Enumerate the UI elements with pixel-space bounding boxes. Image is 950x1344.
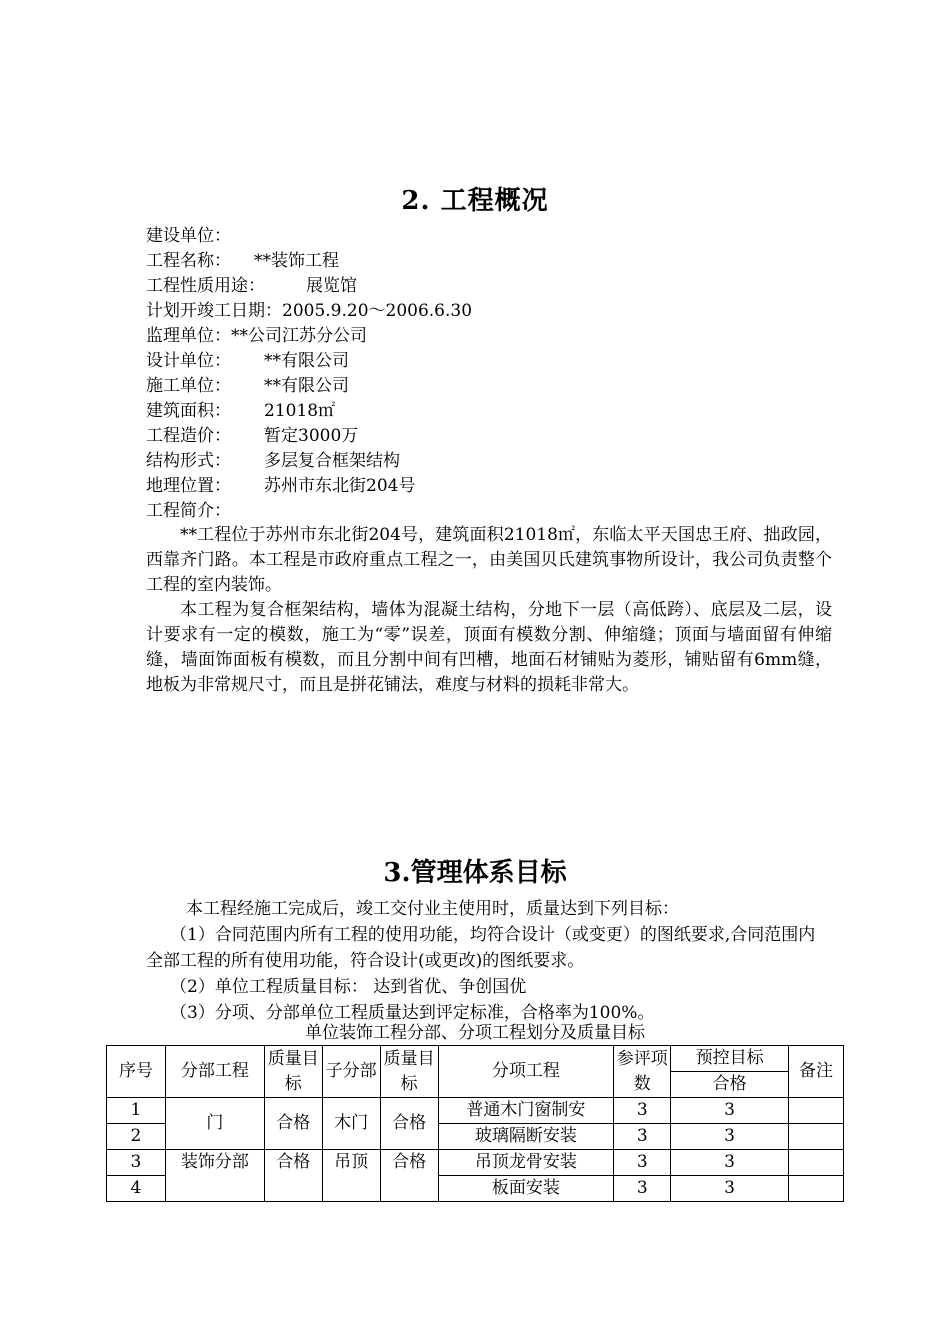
info-row-owner: [146, 224, 866, 249]
cell-count: 3: [614, 1124, 671, 1150]
cell-item: 普通木门窗制安: [438, 1098, 614, 1124]
info-value: **公司江苏分公司: [231, 326, 367, 346]
info-label: 监理单位：: [146, 326, 231, 346]
cell-count: 3: [614, 1150, 671, 1176]
cell-pass: 3: [671, 1150, 789, 1176]
project-intro: [146, 523, 832, 698]
info-value: **装饰工程: [254, 251, 339, 271]
info-row-project-name: [146, 249, 866, 274]
header-control-target: 预控目标: [671, 1046, 789, 1072]
info-label: 工程名称：: [146, 251, 231, 271]
table-header-row: [107, 1046, 844, 1072]
header-quality-target-2: 质量目标: [380, 1046, 438, 1098]
cell-sub-division: 吊顶: [322, 1150, 380, 1202]
info-label: 工程简介：: [146, 501, 231, 521]
info-value: 21018㎡: [264, 401, 336, 421]
header-remark: 备注: [789, 1046, 844, 1098]
cell-seq: 3: [107, 1150, 166, 1176]
info-row-cost: [146, 424, 866, 449]
info-row-schedule: [146, 299, 866, 324]
goal-3: （3）分项、分部单位工程质量达到评定标准，合格率为100%。: [170, 1003, 655, 1023]
info-row-structure: [146, 449, 866, 474]
cell-quality-2: 合格: [380, 1098, 438, 1150]
cell-remark: [789, 1150, 844, 1176]
info-row-location: [146, 474, 866, 499]
cell-count: 3: [614, 1176, 671, 1202]
cell-remark: [789, 1124, 844, 1150]
info-label: 建设单位：: [146, 226, 231, 246]
table-row: [107, 1150, 844, 1176]
cell-count: 3: [614, 1098, 671, 1124]
header-sub-division: 子分部: [322, 1046, 380, 1098]
quality-goals: [146, 896, 832, 1026]
info-label: 施工单位：: [146, 376, 231, 396]
header-pass: 合格: [671, 1072, 789, 1098]
info-row-designer: [146, 349, 866, 374]
header-quality-target: 质量目标: [264, 1046, 322, 1098]
info-row-supervisor: [146, 324, 866, 349]
intro-paragraph: **工程位于苏州市东北街204号，建筑面积21018㎡，东临太平天国忠王府、拙政园，西靠齐门路。本工程是市政府重点工程之一，由美国贝氏建筑事物所设计，我公司负责整个工程的室内装饰。: [146, 525, 832, 595]
intro-paragraph: 本工程为复合框架结构，墙体为混凝土结构，分地下一层（高低跨）、底层及二层，设计要求有一定的模数，施工为“零”误差，顶面有模数分割、伸缩缝；顶面与墙面留有伸缩缝，墙面饰面板有模数，而且分割中间有凹槽，地面石材铺贴为菱形，铺贴留有6mm缝，地板为非常规尺寸，而且是拼花铺法，难度与材料的损耗非常大。: [146, 600, 832, 695]
goal-2: （2）单位工程质量目标： 达到省优、争创国优: [170, 977, 527, 997]
cell-remark: [789, 1098, 844, 1124]
section-2-heading: 2. 工程概况: [401, 186, 549, 216]
goal-1: （1）合同范围内所有工程的使用功能，均符合设计（或变更）的图纸要求,合同范围内全部工程的所有使用功能，符合设计(或更改)的图纸要求。: [146, 925, 816, 971]
cell-seq: 1: [107, 1098, 166, 1124]
info-label: 工程造价：: [146, 426, 231, 446]
info-row-contractor: [146, 374, 866, 399]
cell-division: 门: [165, 1098, 264, 1150]
info-label: 地理位置：: [146, 476, 231, 496]
cell-seq: 4: [107, 1176, 166, 1202]
header-review-count: 参评项数: [614, 1046, 671, 1098]
cell-sub-division: 木门: [322, 1098, 380, 1150]
cell-remark: [789, 1176, 844, 1202]
cell-item: 玻璃隔断安装: [438, 1124, 614, 1150]
cell-division: 装饰分部: [165, 1150, 264, 1202]
goals-intro: 本工程经施工完成后，竣工交付业主使用时，质量达到下列目标：: [186, 899, 679, 919]
info-label: 设计单位：: [146, 351, 231, 371]
info-value: 暂定3000万: [264, 426, 359, 446]
info-row-intro: [146, 499, 866, 524]
cell-quality-2: 合格: [380, 1150, 438, 1202]
info-row-area: [146, 399, 866, 424]
info-value: **有限公司: [264, 376, 349, 396]
header-item: 分项工程: [438, 1046, 614, 1098]
table-row: [107, 1098, 844, 1124]
info-label: 工程性质用途：: [146, 276, 265, 296]
info-label: 计划开竣工日期：: [146, 301, 282, 321]
cell-quality: 合格: [264, 1150, 322, 1202]
info-label: 结构形式：: [146, 451, 231, 471]
cell-pass: 3: [671, 1124, 789, 1150]
table-caption: 单位装饰工程分部、分项工程划分及质量目标: [305, 1023, 645, 1043]
cell-seq: 2: [107, 1124, 166, 1150]
header-division: 分部工程: [165, 1046, 264, 1098]
info-value: 苏州市东北街204号: [264, 476, 416, 496]
cell-quality: 合格: [264, 1098, 322, 1150]
info-value: 展览馆: [306, 276, 357, 296]
cell-item: 吊顶龙骨安装: [438, 1150, 614, 1176]
info-value: 多层复合框架结构: [264, 451, 400, 471]
project-info-list: [146, 224, 866, 524]
header-seq: 序号: [107, 1046, 166, 1098]
info-value: 2005.9.20～2006.6.30: [282, 301, 473, 321]
cell-item: 板面安装: [438, 1176, 614, 1202]
quality-target-table: [106, 1045, 844, 1202]
cell-pass: 3: [671, 1176, 789, 1202]
info-row-usage: [146, 274, 866, 299]
info-value: **有限公司: [264, 351, 349, 371]
cell-pass: 3: [671, 1098, 789, 1124]
info-label: 建筑面积：: [146, 401, 231, 421]
section-3-heading: 3.管理体系目标: [383, 858, 567, 888]
